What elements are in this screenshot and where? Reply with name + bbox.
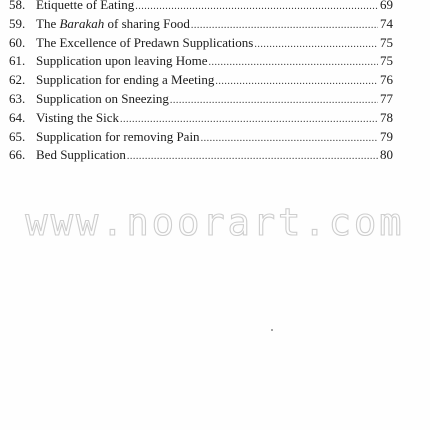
dot-leader [254, 36, 378, 55]
entry-title: The Barakah of sharing Food [36, 15, 190, 31]
entry-page: 75 [380, 34, 393, 50]
toc-entry-63 [9, 90, 393, 109]
toc-entry-62 [9, 71, 393, 90]
entry-number: 60. [9, 34, 26, 50]
entry-number: 59. [9, 15, 26, 31]
toc-entry-64 [9, 109, 393, 128]
entry-page: 77 [380, 90, 393, 106]
entry-title: Supplication upon leaving Home [36, 53, 208, 69]
entry-title: Bed Supplication [36, 147, 126, 163]
entry-number: 66. [9, 147, 26, 163]
entry-title: Visting the Sick [36, 109, 119, 125]
dot-leader [215, 73, 378, 92]
ink-speck [271, 329, 273, 331]
entry-title: Supplication for removing Pain [36, 128, 200, 144]
entry-number: 64. [9, 109, 26, 125]
entry-title: Etiquette of Eating [36, 0, 135, 12]
watermark: www.noorart.com [25, 201, 405, 244]
toc-entry-61 [9, 52, 393, 71]
entry-number: 65. [9, 128, 26, 144]
entry-page: 75 [380, 53, 393, 69]
entry-page: 74 [380, 15, 393, 31]
toc-entry-66 [9, 146, 393, 165]
entry-page: 76 [380, 72, 393, 88]
entry-title: Supplication for ending a Meeting [36, 72, 215, 88]
toc-entry-59 [9, 15, 393, 34]
toc-entry-60 [9, 34, 393, 53]
entry-page: 80 [380, 147, 393, 163]
table-of-contents [9, 0, 393, 165]
entry-number: 63. [9, 90, 26, 106]
italic-term: Barakah [59, 15, 105, 31]
entry-title: Supplication on Sneezing [36, 90, 169, 106]
entry-page: 69 [380, 0, 393, 12]
toc-entry-65 [9, 128, 393, 147]
dot-leader [209, 54, 378, 73]
entry-number: 62. [9, 72, 26, 88]
toc-entry-58 [9, 0, 393, 15]
entry-page: 79 [380, 128, 393, 144]
entry-number: 58. [9, 0, 26, 12]
entry-title: The Excellence of Predawn Supplications [36, 34, 254, 50]
dot-leader [170, 92, 378, 111]
dot-leader [201, 130, 378, 149]
entry-page: 78 [380, 109, 393, 125]
dot-leader [127, 148, 378, 167]
entry-number: 61. [9, 53, 26, 69]
